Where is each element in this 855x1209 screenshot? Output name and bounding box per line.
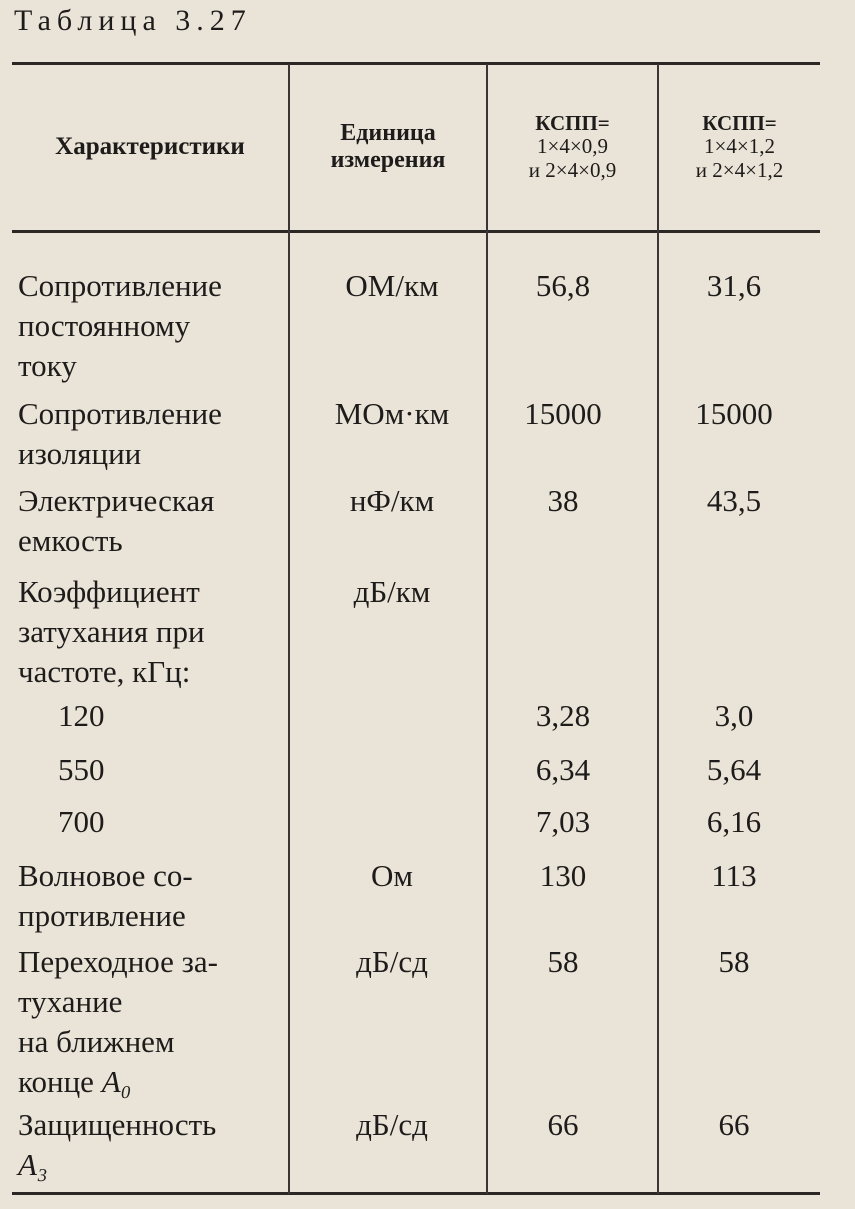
- row-name: 700: [58, 804, 105, 839]
- row-unit: дБ/сд: [356, 944, 428, 979]
- row-name: Сопротивление постоянному току: [18, 268, 222, 383]
- row-value-kspp-12: 66: [718, 1107, 750, 1142]
- row-name: Сопротивление изоляции: [18, 396, 222, 471]
- row-name: Переходное за- тухание на ближнем конце A₀: [18, 944, 219, 1099]
- row-unit: ОМ/км: [345, 268, 439, 303]
- row-name: 550: [58, 752, 105, 787]
- bottom-rule: [12, 1192, 820, 1195]
- row-value-kspp-12: 113: [711, 858, 757, 893]
- row-value-kspp-12: 5,64: [706, 752, 762, 787]
- symbol-a3: A₃: [18, 1147, 48, 1182]
- row-value-kspp-09: 15000: [524, 396, 602, 431]
- row-name: 120: [58, 698, 105, 733]
- row-value-kspp-09: 66: [547, 1107, 579, 1142]
- row-value-kspp-12: 6,16: [706, 804, 762, 839]
- column-divider: [288, 64, 290, 1194]
- row-value-kspp-09: 58: [547, 944, 579, 979]
- row-value-kspp-09: 130: [539, 858, 587, 893]
- symbol-a0: A₀: [101, 1064, 132, 1099]
- header-characteristics: Характеристики: [55, 133, 245, 160]
- row-value-kspp-09: 3,28: [535, 698, 591, 733]
- row-value-kspp-12: 15000: [695, 396, 773, 431]
- table-title: Таблица 3.27: [14, 4, 252, 37]
- row-name: Защищенность A₃: [18, 1107, 217, 1182]
- header-rule: [12, 230, 820, 233]
- row-value-kspp-12: 31,6: [706, 268, 762, 303]
- row-name: Электрическая емкость: [18, 483, 215, 558]
- row-value-kspp-09: 6,34: [535, 752, 591, 787]
- column-divider: [657, 64, 659, 1194]
- header-kspp-09: КСПП= 1×4×0,9 и 2×4×0,9: [528, 110, 617, 182]
- row-name: Коэффициент затухания при частоте, кГц:: [18, 574, 205, 689]
- row-value-kspp-12: 58: [718, 944, 750, 979]
- header-unit: Единица измерения: [330, 120, 446, 173]
- row-unit: МОм·км: [334, 396, 450, 431]
- row-unit: Ом: [370, 858, 413, 893]
- row-unit: дБ/км: [353, 574, 431, 609]
- header-kspp-12: КСПП= 1×4×1,2 и 2×4×1,2: [695, 110, 784, 182]
- row-unit: нФ/км: [349, 483, 435, 518]
- row-value-kspp-12: 3,0: [714, 698, 754, 733]
- row-unit: дБ/сд: [356, 1107, 428, 1142]
- row-value-kspp-09: 38: [547, 483, 579, 518]
- column-divider: [486, 64, 488, 1194]
- row-value-kspp-09: 56,8: [535, 268, 591, 303]
- row-name: Волновое со- противление: [18, 858, 193, 933]
- row-value-kspp-12: 43,5: [706, 483, 762, 518]
- row-value-kspp-09: 7,03: [535, 804, 591, 839]
